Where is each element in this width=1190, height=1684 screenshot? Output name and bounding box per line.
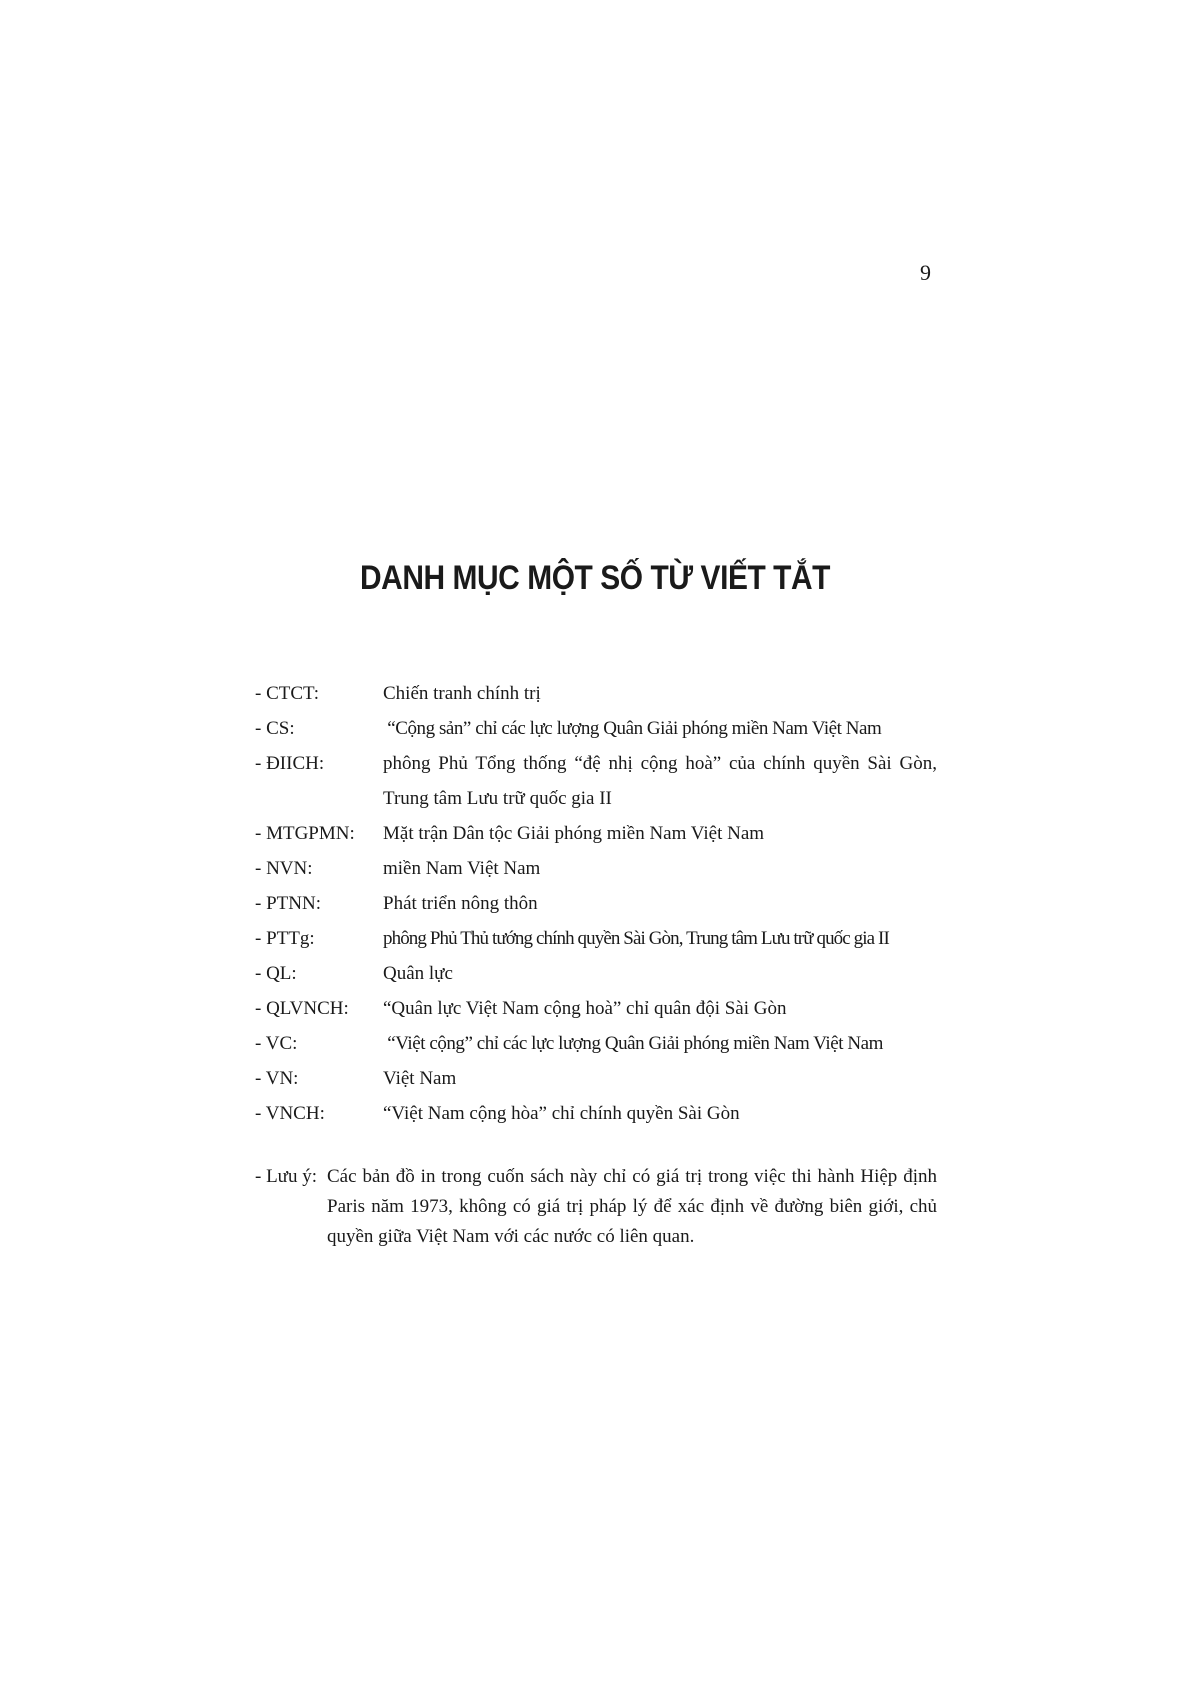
- abbreviation-row: [255, 711, 937, 746]
- abbreviation-definition: Việt Nam: [383, 1068, 457, 1089]
- abbreviation-row: [255, 921, 937, 956]
- note-label: - Lưu ý:: [255, 1166, 318, 1187]
- abbreviation-term: - NVN:: [255, 858, 313, 879]
- abbreviation-term: - VC:: [255, 1033, 298, 1054]
- abbreviation-list: [255, 676, 937, 1131]
- abbreviation-term: - PTTg:: [255, 928, 315, 949]
- abbreviation-term: - VNCH:: [255, 1103, 325, 1124]
- abbreviation-definition: “Cộng sản” chỉ các lực lượng Quân Giải phóng miền Nam Việt Nam: [383, 718, 882, 739]
- abbreviation-definition: Chiến tranh chính trị: [383, 683, 541, 704]
- page-number: 9: [920, 260, 931, 285]
- abbreviation-row: [255, 886, 937, 921]
- abbreviation-row: [255, 991, 937, 1026]
- note-text: Các bản đồ in trong cuốn sách này chỉ có giá trị trong việc thi hành Hiệp định Paris năm 1973, không có giá trị pháp lý để xác định về đường biên giới, chủ quyền giữa Việt Nam với các nước có liên quan.: [327, 1166, 937, 1247]
- abbreviation-row: [255, 816, 937, 851]
- abbreviation-definition: “Quân lực Việt Nam cộng hoà” chỉ quân đội Sài Gòn: [383, 998, 787, 1019]
- abbreviation-definition: phông Phủ Thủ tướng chính quyền Sài Gòn, Trung tâm Lưu trữ quốc gia II: [383, 928, 889, 949]
- abbreviation-row: [255, 1026, 937, 1061]
- abbreviation-term: - PTNN:: [255, 893, 321, 914]
- abbreviation-term: - QL:: [255, 963, 297, 984]
- abbreviation-row: [255, 1061, 937, 1096]
- abbreviation-definition: “Việt Nam cộng hòa” chỉ chính quyền Sài Gòn: [383, 1103, 740, 1124]
- abbreviation-row: [255, 851, 937, 886]
- abbreviation-term: - CS:: [255, 718, 295, 739]
- abbreviation-term: - VN:: [255, 1068, 299, 1089]
- abbreviation-definition: “Việt cộng” chỉ các lực lượng Quân Giải phóng miền Nam Việt Nam: [383, 1033, 883, 1054]
- abbreviation-definition: Phát triển nông thôn: [383, 893, 538, 914]
- abbreviation-term: - CTCT:: [255, 683, 319, 704]
- abbreviation-row: [255, 746, 937, 816]
- abbreviation-row: [255, 956, 937, 991]
- abbreviation-row: [255, 676, 937, 711]
- abbreviation-term: - MTGPMN:: [255, 823, 355, 844]
- abbreviation-row: [255, 1096, 937, 1131]
- abbreviation-definition: Quân lực: [383, 963, 453, 984]
- abbreviation-definition: phông Phủ Tổng thống “đệ nhị cộng hoà” của chính quyền Sài Gòn, Trung tâm Lưu trữ quốc gia II: [383, 753, 937, 809]
- abbreviation-definition: miền Nam Việt Nam: [383, 858, 541, 879]
- page-title: DANH MỤC MỘT SỐ TỪ VIẾT TẮT: [359, 559, 831, 597]
- abbreviation-definition: Mặt trận Dân tộc Giải phóng miền Nam Việt Nam: [383, 823, 765, 844]
- abbreviation-term: - ĐIICH:: [255, 753, 325, 774]
- note: [255, 1162, 937, 1252]
- abbreviation-term: - QLVNCH:: [255, 998, 349, 1019]
